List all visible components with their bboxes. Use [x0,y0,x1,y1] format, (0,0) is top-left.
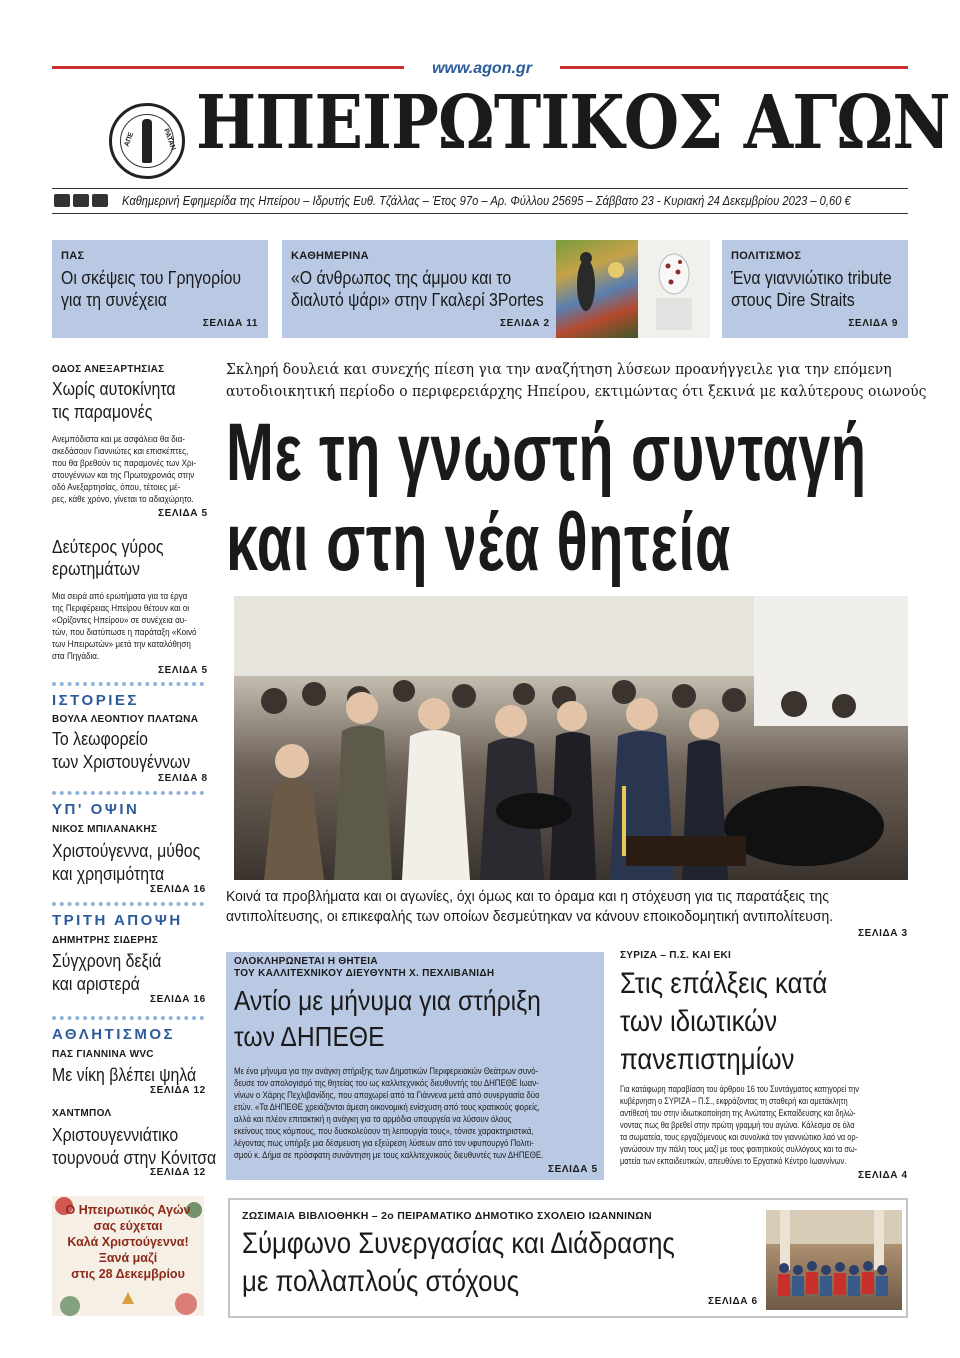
article-pexlivanidis[interactable] [226,952,604,1180]
article-body: στουγέννων και της Πρωτοχρονιάς στην [52,470,195,481]
article-title: των ΔΗΠΕΘΕ [234,1021,385,1052]
xmas-line: Ο Ηπειρωτικός Αγών [65,1203,191,1217]
article-kicker: ΟΔΟΣ ΑΝΕΞΑΡΤΗΣΙΑΣ [52,364,165,375]
xmas-line: στις 28 Δεκεμβρίου [71,1267,185,1281]
article-body: της Περιφέρειας Ηπείρου θέτουν και οι [52,603,190,614]
page-ref: ΣΕΛΙΔΑ 12 [150,1167,206,1178]
article-body: αντίθεσή του στην ιδιωτικοποίηση της Ανώτατης Εκπαίδευσης και δηλώ- [620,1108,856,1119]
page-ref: ΣΕΛΙΔΑ 4 [858,1170,908,1181]
article-title: Χριστουγεννιάτικο [52,1125,179,1145]
xmas-greeting-box [52,1196,204,1316]
teaser-pas[interactable] [52,240,268,338]
article-kicker: ΖΩΣΙΜΑΙΑ ΒΙΒΛΙΟΘΗΚΗ – 2ο ΠΕΙΡΑΜΑΤΙΚΟ ΔΗΜΟΤΙΚΟ ΣΧΟΛΕΙΟ ΙΩΑΝΝΙΝΩΝ [242,1210,652,1222]
teaser-title: διαλυτό ψάρι» στην Γκαλερί 3Portes [291,290,544,310]
article-body: Μια σειρά από ερωτήματα για τα έργα [52,591,188,602]
article-body: κυβέρνηση ο ΣΥΡΙΖΑ – Π.Σ., εκφράζοντας τη σταθερή και αμετάκλητη [620,1096,848,1107]
article-body: σκεδάσουν Γιαννιώτες και επισκέπτες, [52,446,189,457]
page-ref: ΣΕΛΙΔΑ 16 [150,884,206,895]
article-kicker: ΠΑΣ ΓΙΑΝΝΙΝΑ WVC [52,1049,154,1060]
article-body: τα σωματεία, τους εργαζόμενους και συνολικά τον γιαννιώτικο λαό να ορ- [620,1132,859,1143]
article-title: των ιδιωτικών [620,1005,778,1038]
article-body: δευσε τον απολογισμό της θητείας του ως καλλιτεχνικός διευθυντής του ΔΗΠΕΘΕ Ιωαν- [234,1078,539,1089]
article-kicker: ΤΟΥ ΚΑΛΛΙΤΕΧΝΙΚΟΥ ΔΙΕΥΘΥΝΤΗ Χ. ΠΕΧΛΙΒΑΝΙΔΗ [234,968,495,979]
lead-caption: Κοινά τα προβλήματα και οι αγωνίες, όχι όμως και το όραμα και η στόχευση για τις παρατάξεις της [226,888,830,905]
article-kicker: ΣΥΡΙΖΑ – Π.Σ. ΚΑΙ ΕΚΙ [620,950,732,961]
xmas-line: Ξανά μαζί [98,1251,158,1265]
lead-caption: αντιπολίτευσης, οι επικεφαλής των οποίων δεσμεύτηκαν να κάνουν εποικοδομητική αντιπολίτευση. [226,908,834,925]
article-body: που θα βρεθούν τις παραμονές των Χρι- [52,458,197,469]
teaser-kicker: ΠΑΣ [61,250,85,262]
article-title: τουρνουά στην Κόνιτσα [52,1148,217,1168]
page-ref: ΣΕΛΙΔΑ 5 [548,1164,598,1175]
article-title: Με νίκη βλέπει ψηλά [52,1065,197,1085]
page-ref: ΣΕΛΙΔΑ 9 [848,318,898,329]
article-kicker: ΒΟΥΛΑ ΛΕΟΝΤΙΟΥ ΠΛΑΤΩΝΑ [52,714,199,725]
article-body: ρες, κάθε χρόνο, γίνεται το αδιαχώρητο. [52,494,194,505]
lead-headline: Με τη γνωστή συνταγή [226,407,867,498]
article-body: σμού κ. Δήμα σε πρόσφατη συνάντηση με τους καλλιτεχνικούς διευθυντές των ΔΗΠΕΘΕ. [234,1150,544,1161]
page-ref: ΣΕΛΙΔΑ 5 [158,508,208,519]
article-title: με πολλαπλούς στόχους [242,1265,520,1298]
school-group-photo [766,1210,902,1310]
article-title: Σύμφωνο Συνεργασίας και Διάδρασης [242,1227,675,1260]
article-body: «Ορίζοντες Ηπείρου» σε συνέχεια αυ- [52,615,187,626]
teaser-kicker: ΚΑΘΗΜΕΡΙΝΑ [291,250,369,262]
xmas-line: Καλά Χριστούγεννα! [67,1235,189,1249]
press-logos-icon [54,194,108,207]
article-title: πανεπιστημίων [620,1043,795,1076]
section-yp-opsin: ΥΠ' ΟΨΙΝ [52,791,204,818]
page-ref: ΣΕΛΙΔΑ 8 [158,773,208,784]
article-title: Σύγχρονη δεξιά [52,951,162,971]
lead-subhead: Σκληρή δουλειά και συνεχής πίεση για την αναζήτηση λύσεων προανήγγειλε για την επόμενη [226,360,892,378]
issue-info: Καθημερινή Εφημερίδα της Ηπείρου – Ιδρυτής Ευθ. Τζάλλας – Έτος 97ο – Αρ. Φύλλου 25695 – Σάββατο 23 - Κυριακή 24 Δεκεμβρίου 2023 – 0,60 € [122,193,851,208]
article-body: οδό Ανεξαρτησίας, όπου, τέτοιες μέ- [52,482,181,493]
page-ref: ΣΕΛΙΔΑ 3 [858,928,908,939]
article-body: νοντας πως θα βρεθεί στην πρώτη γραμμή του αγώνα. Κάλεσμα σε όλα [620,1120,855,1131]
page-ref: ΣΕΛΙΔΑ 11 [202,318,258,329]
article-body: Ανεμπόδιστα και με ασφάλεια θα δια- [52,434,185,445]
section-triti-apopsi: ΤΡΙΤΗ ΑΠΟΨΗ [52,902,204,929]
article-kicker: ΟΛΟΚΛΗΡΩΝΕΤΑΙ Η ΘΗΤΕΙΑ [234,956,378,967]
page-ref: ΣΕΛΙΔΑ 2 [500,318,550,329]
xmas-line: σας εύχεται [93,1219,163,1233]
section-athlitismos: ΑΘΛΗΤΙΣΜΟΣ [52,1016,204,1043]
top-rule-right [560,66,908,69]
teaser-politismos[interactable] [722,240,908,338]
article-body: λέγοντας πως υπήρξε μια δέσμευση για εξεύρεση λύσεων από τον υφυπουργό Πολιτι- [234,1138,534,1149]
page-ref: ΣΕΛΙΔΑ 12 [150,1085,206,1096]
page-ref: ΣΕΛΙΔΑ 16 [150,994,206,1005]
lead-subhead: αυτοδιοικητική περίοδο ο περιφερειάρχης Ηπείρου, εκτιμώντας ότι ξεκινά με καλύτερους οιωνούς [226,382,927,400]
teaser-kicker: ΠΟΛΙΤΙΣΜΟΣ [731,250,802,262]
article-library[interactable] [228,1198,908,1318]
section-istories: ΙΣΤΟΡΙΕΣ [52,682,204,709]
page-ref: ΣΕΛΙΔΑ 5 [158,665,208,676]
article-body: ετών. «Τα ΔΗΠΕΘΕ χρειάζονται άμεση οικονομική ενίσχυση από τους κρατικούς φορείς, [234,1102,540,1113]
top-rule-left [52,66,404,69]
website-url[interactable]: www.agon.gr [432,60,532,77]
teaser-title: «Ο άνθρωπος της άμμου και το [291,268,512,288]
article-title: των Χριστουγέννων [52,752,191,772]
article-body: αλλά και πλέον επιτακτική η ανάγκη για τα αρμόδια υπουργεία να λύσουν όλους [234,1114,512,1125]
teaser-title: για τη συνέχεια [61,290,167,310]
article-title: Χωρίς αυτοκίνητα [52,379,176,399]
article-body: Με ένα μήνυμα για την ανάγκη στήριξης των Δημοτικών Περιφερειακών Θεάτρων συνό- [234,1066,539,1077]
article-title: Χριστούγεννα, μύθος [52,841,201,861]
article-title: Στις επάλξεις κατά [620,967,828,1000]
article-body: ματεία των εκπαιδευτικών, απευθύνει το Εργατικό Κέντρο Ιωαννίνων. [620,1156,847,1167]
article-body: των Ηπειρωτών» μετά την καταλόθηση [52,639,191,650]
article-title: και χρησιμότητα [52,864,165,884]
lead-headline: και στη νέα θητεία [226,497,732,588]
teaser-kathimerina[interactable] [282,240,710,338]
sculpture-image [638,240,710,338]
article-kicker: ΧΑΝΤΜΠΟΛ [52,1108,112,1119]
masthead: ΗΠΕΙΡΩΤΙΚΟΣ ΑΓΩΝ [196,80,950,166]
article-title: και αριστερά [52,974,140,994]
painting-image [556,240,638,338]
article-body: εκείνους τους κόμπους, που δυσκολεύουν τη λειτουργία τους», τόνισε χαρακτηριστικά, [234,1126,534,1137]
article-title: Το λεωφορείο [52,729,148,749]
article-kicker: ΝΙΚΟΣ ΜΠΙΛΑΝΑΚΗΣ [52,824,158,835]
info-bar [52,188,908,214]
article-body: τών, που διατύπωσε η παράταξη «Κοινό [52,627,197,638]
teaser-title: στους Dire Straits [731,290,855,310]
teaser-title: Ένα γιαννιώτικο tribute [731,268,892,288]
lead-photo-swearing-in [234,596,908,880]
article-body: γανώσουν την πάλη τους μαζί με τους φοιτητικούς συλλόγους και τα σω- [620,1144,858,1155]
article-title: ερωτημάτων [52,559,140,579]
article-body: στα Πηγάδια. [52,651,100,662]
logo-seal-icon: ΑΠΕ ΡΑΤΑΝ [109,103,185,179]
article-body: νίνων ο Χάρης Πεχλιβανίδης, που αποχωρεί από τα Γιάννενα μετά από συνεργασία δύο [234,1090,540,1101]
page-ref: ΣΕΛΙΔΑ 6 [708,1296,758,1307]
article-title: Αντίο με μήνυμα για στήριξη [234,985,541,1016]
article-title: τις παραμονές [52,402,153,422]
article-body: Για κατάφωρη παραβίαση του άρθρου 16 του Συντάγματος κατηγορεί την [620,1084,859,1095]
teaser-title: Οι σκέψεις του Γρηγορίου [61,268,242,288]
article-kicker: ΔΗΜΗΤΡΗΣ ΣΙΔΕΡΗΣ [52,935,159,946]
article-title: Δεύτερος γύρος [52,537,164,557]
